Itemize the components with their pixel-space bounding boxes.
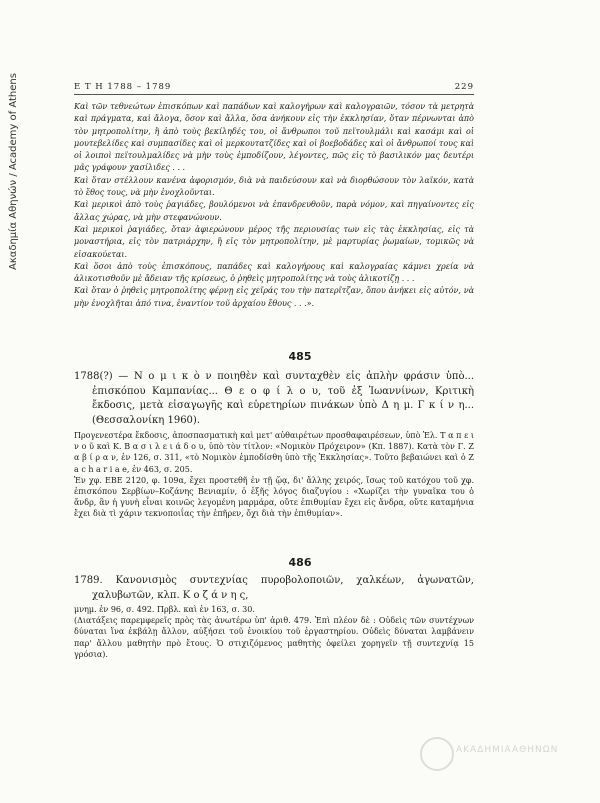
academy-emblem-icon xyxy=(420,737,454,771)
quote-paragraph: Καὶ ὅσοι ἀπὸ τοὺς ἐπισκόπους, παπάδες καὶ καλογήρους καὶ καλογραίας κάμνει χρεία νὰ ἀλικοτισθοῦν μὲ ἄδειαν τῆς κρίσεως, ὁ ῥηθεὶς μητροπολίτης νὰ τοὺς ἀλικοτίζῃ . . . xyxy=(74,261,474,284)
watermark-text-right: ΑΘΗΝΩΝ xyxy=(512,745,559,755)
page-number: 229 xyxy=(454,82,474,92)
entry-heading xyxy=(74,370,474,428)
running-head xyxy=(74,82,474,92)
side-watermark-label: Ακαδημία Αθηνών / Academy of Athens xyxy=(8,73,19,270)
quote-paragraph: Καὶ μερικοὶ ῥαγιάδες, ὅταν ἀφιερώνουν μέρος τῆς περιουσίας των εἰς τὰς ἐκκλησίας, εἰς τὰ μοναστήρια, εἰς τὸν πατριάρχην, ἢ εἰς τὸν μητροπολίτην, μὲ μαρτυρίας ῥωμαίων, τομικῶς νὰ εἰσακούεται. xyxy=(74,224,474,259)
entry-year: 1788(?) — xyxy=(74,371,129,382)
entry-number-486: 486 xyxy=(288,556,312,569)
entry-body-2: Ἐν χφ. ΕΒΕ 2120, φ. 109α, ἔχει προστεθῆ ἐν τῇ ᾤᾳ, δι' ἄλλης χειρός, ἴσως τοῦ κατόχου τοῦ χφ. ἐπισκόπου Σερβίων–Κοζάνης Βενιαμίν, ὁ ἑξῆς λόγος διαζυγίου : «Χωρίζει τὴν γυναῖκα του ὁ ἄνδρ, ἂν ἡ γυνὴ εἶναι κοινῶς λεγομένη μαρμάρα, οὔτε ἐπιθυμίαν ἔχει εἰς ἄνδρα, οὔτε καταμήνια ἔχει διὰ τὶ χάριν τεκνοποιΐας τὴν ἐπῆρεν, ὄχι διὰ τὴν ἐπιθυμίαν». xyxy=(74,475,474,519)
entry-number-485: 485 xyxy=(288,350,312,363)
entry-485 xyxy=(74,370,474,520)
entry-heading: 1789. Κανονισμὸς συντεχνίας πυροβολοποιῶν, χαλκέων, ἀγωνατῶν, χαλυβωτῶν, κλπ. Κ ο ζ ά ν η ς, xyxy=(74,575,474,601)
entry-reference: μνημ. ἐν 96, σ. 492. Πρβλ. καὶ ἐν 163, σ. 30. xyxy=(74,605,255,614)
quote-paragraph: Καὶ μερικοὶ ἀπὸ τοὺς ῥαγιάδες, βουλόμενοι νὰ ἐπανδρευθοῦν, παρὰ νόμον, καὶ πηγαίνοντες εἰς ἄλλας χώρας, νὰ μὴν στεφανώνουν. xyxy=(74,200,474,222)
academy-logo-watermark xyxy=(420,735,560,775)
quote-paragraph: Καὶ τῶν τεθνεώτων ἐπισκόπων καὶ παπάδων καὶ καλογήρων καὶ καλογραιῶν, τόσον τὰ μετρητὰ καὶ πράγματα, καὶ ἄλογα, ὅσον καὶ ἄλλα, ὅσα ἀνήκουν εἰς τὴν ἐκκλησίαν, ὅταν πέρνωνται ἀπὸ τὸν μητροπολίτην, ἢ ἀπὸ τοὺς βεκίληδές του, οἱ ἄνθρωποι τοῦ πεϊτουλμάλι καὶ κασάμι καὶ οἱ μουτεβελίδες καὶ συμπασίδες καὶ οἱ μερκουτατζίδες καὶ οἱ βοεβοδάδες καὶ οἱ ἄνθρωποί τους καὶ οἱ λοιποὶ πεϊτουλμαλίδες νὰ μὴν τοὺς ἐμποδίζουν, λέγοντες, πῶς εἰς τὸ βασιλικόν μας δευτέρι μᾶς γράφουν χασίλιδες . . . xyxy=(74,102,474,173)
entry-486 xyxy=(74,574,474,660)
entry-title: Ν ο μ ι κ ὸ ν ποιηθὲν καὶ συνταχθὲν εἰς ἁπλὴν φράσιν ὑπὸ... ἐπισκόπου Καμπανίας... Θ ε ο φ ί λ ο υ, τοῦ ἐξ Ἰωαννίνων, Κριτικὴ ἔκδοσις, μετὰ εἰσαγωγῆς καὶ εὑρετηρίων πινάκων ὑπὸ Δ η μ. Γ κ ί ν η... (Θεσσαλονίκη 1960). xyxy=(92,371,475,426)
quote-paragraph: Καὶ ὅταν ὁ ῥηθεὶς μητροπολίτης φέρνῃ εἰς χεῖράς του τὴν πατερῖτζαν, ὅπου ἀνήκει εἰς αὐτόν, νὰ μὴν ἐνοχλῆται ἀπό τινα, ἐναντίον τοῦ ἀρχαίου ἔθους . . .». xyxy=(74,286,474,308)
running-head-title: Ε Τ Η 1788 – 1789 xyxy=(74,82,172,92)
header-rule xyxy=(74,94,474,95)
watermark-text-left: ΑΚΑΔΗΜΙΑ xyxy=(456,745,512,755)
entry-body: Προγενεστέρα ἔκδοσις, ἀποσπασματικὴ καὶ μετ' αὐθαιρέτων προσθαφαιρέσεων, ὑπὸ Ἐλ. Τ α π ε ι ν ο ῦ καὶ Κ. Β α σ ι λ ε ι ά δ ο υ, ὑπὸ τὸν τίτλον: «Νομικὸν Πρόχειρον» (Κπ. 1887). Κατὰ τὸν Γ. Ζ α β ί ρ α ν, ἐν 126, σ. 311, «τὸ Νομικὸν ἐμποδίσθη ὑπὸ τῆς Ἐκκλησίας». Τοῦτο βεβαιώνει καὶ ὁ Z a c h a r i a e, ἐν 463, σ. 205. xyxy=(74,431,474,474)
quoted-text xyxy=(74,101,474,310)
quote-paragraph: Καὶ ὅταν στέλλουν κανένα ἀφορισμόν, διὰ νὰ παιδεύσουν καὶ νὰ διορθώσουν τὸν λαϊκόν, κατὰ τὸ ἔθος τους, νὰ μὴν ἐνοχλοῦνται. xyxy=(74,175,474,198)
entry-note: (Διατάξεις παρεμφερεῖς πρὸς τὰς ἀνωτέρω ὑπ' ἀριθ. 479. Ἐπὶ πλέον δὲ : Οὐδεὶς τῶν συντέχνων δύναται ἵνα ἐκβάλῃ ἄλλον, αὐξήσει τοῦ ἐνοικίου τοῦ ἐργαστηρίου. Οὐδεὶς δύναται λαμβάνειν παρ' ἄλλου μαθητὴν πρὸ ἔτους. Ὁ στιχιζόμενος μαθητὴς ὀφείλει χορηγεῖν τῇ συντεχνίᾳ 15 γρόσια). xyxy=(74,616,474,659)
